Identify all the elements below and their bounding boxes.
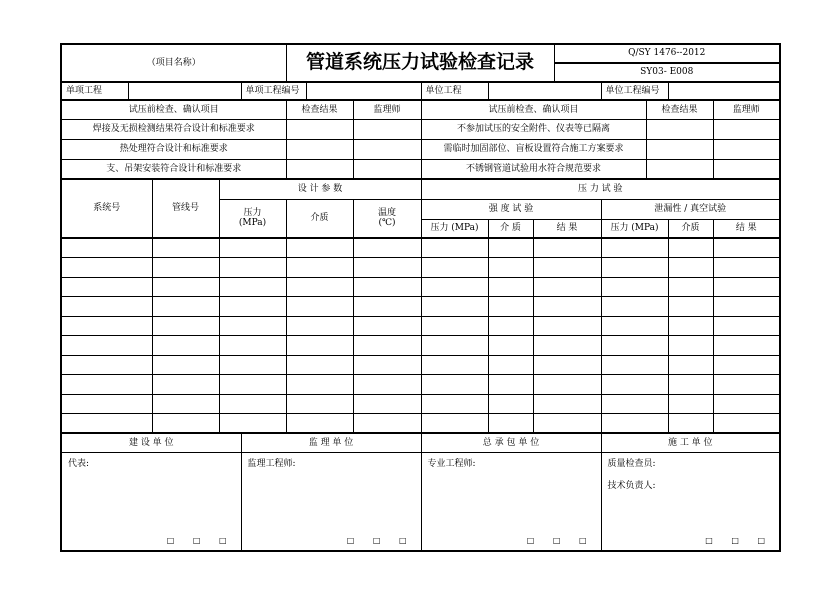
line-no-header: 管线号: [152, 179, 219, 238]
data-cell[interactable]: [713, 258, 780, 278]
data-cell[interactable]: [601, 297, 668, 317]
supervisor-cell[interactable]: [713, 119, 780, 139]
general-contractor-header: 总 承 包 单 位: [421, 433, 601, 452]
standard-code: Q/SY 1476--2012: [554, 44, 780, 63]
data-cell[interactable]: [713, 238, 780, 258]
data-cell[interactable]: [353, 394, 421, 414]
data-cell[interactable]: [61, 316, 152, 336]
unit-project-label: 单位工程: [421, 82, 488, 100]
supervisor-cell[interactable]: [713, 139, 780, 159]
table-row: [61, 394, 780, 414]
table-row: [61, 277, 780, 297]
data-cell[interactable]: [668, 297, 713, 317]
data-cell[interactable]: [219, 414, 286, 434]
data-cell[interactable]: [219, 316, 286, 336]
owner-unit-header: 建 设 单 位: [61, 433, 241, 452]
supervision-signature[interactable]: [241, 452, 421, 551]
data-cell[interactable]: [668, 238, 713, 258]
date-boxes: □ □ □: [166, 536, 235, 546]
supervisor-cell[interactable]: [353, 119, 421, 139]
check-result-cell[interactable]: [646, 119, 713, 139]
design-medium-header: 介质: [286, 199, 353, 238]
data-cell[interactable]: [668, 355, 713, 375]
data-cell[interactable]: [152, 336, 219, 356]
table-row: [61, 355, 780, 375]
data-cell[interactable]: [152, 375, 219, 395]
data-cell[interactable]: [601, 336, 668, 356]
check-item: 焊接及无损检测结果符合设计和标准要求: [61, 119, 286, 139]
data-cell[interactable]: [488, 375, 533, 395]
inspection-form: [60, 43, 781, 552]
data-cell[interactable]: [533, 238, 601, 258]
data-cell[interactable]: [61, 336, 152, 356]
construction-unit-header: 施 工 单 位: [601, 433, 780, 452]
form-title: 管道系统压力试验检查记录: [286, 44, 554, 82]
table-row: [61, 375, 780, 395]
rep-label: 代表:: [68, 458, 90, 469]
data-cell[interactable]: [713, 355, 780, 375]
data-cell[interactable]: [421, 238, 488, 258]
leak-test-header: 泄漏性 / 真空试验: [601, 199, 780, 219]
owner-signature[interactable]: [61, 452, 241, 551]
data-cell[interactable]: [601, 316, 668, 336]
data-cell[interactable]: [713, 336, 780, 356]
data-cell[interactable]: [533, 316, 601, 336]
data-cell[interactable]: [219, 238, 286, 258]
unit-project-field[interactable]: [488, 82, 601, 100]
data-cell[interactable]: [601, 414, 668, 434]
data-cell[interactable]: [713, 375, 780, 395]
check-result-cell[interactable]: [646, 139, 713, 159]
data-cell[interactable]: [668, 414, 713, 434]
data-cell[interactable]: [353, 375, 421, 395]
item-project-field[interactable]: [128, 82, 241, 100]
item-project-label: 单项工程: [61, 82, 128, 100]
design-temp-header: [353, 199, 421, 238]
data-cell[interactable]: [421, 355, 488, 375]
data-cell[interactable]: [286, 394, 353, 414]
data-cell[interactable]: [421, 375, 488, 395]
data-cell[interactable]: [353, 277, 421, 297]
data-cell[interactable]: [353, 336, 421, 356]
data-cell[interactable]: [713, 316, 780, 336]
data-cell[interactable]: [61, 355, 152, 375]
strength-result-header: 结 果: [533, 219, 601, 238]
data-cell[interactable]: [353, 297, 421, 317]
date-boxes: □ □ □: [346, 536, 415, 546]
sup-eng-label: 监理工程师:: [247, 458, 296, 469]
design-pressure-header: [219, 199, 286, 238]
data-cell[interactable]: [488, 414, 533, 434]
supervisor-header: 监理师: [713, 100, 780, 119]
data-cell[interactable]: [488, 297, 533, 317]
data-cell[interactable]: [488, 277, 533, 297]
data-cell[interactable]: [152, 297, 219, 317]
data-cell[interactable]: [668, 375, 713, 395]
data-cell[interactable]: [353, 258, 421, 278]
check-item-header: 试压前检查、确认项目: [61, 100, 286, 119]
data-cell[interactable]: [421, 394, 488, 414]
data-cell[interactable]: [286, 277, 353, 297]
item-project-no-label: 单项工程编号: [241, 82, 306, 100]
data-cell[interactable]: [286, 355, 353, 375]
data-cell[interactable]: [533, 277, 601, 297]
system-no-header: 系统号: [61, 179, 152, 238]
data-cell[interactable]: [713, 414, 780, 434]
data-cell[interactable]: [152, 394, 219, 414]
supervisor-cell[interactable]: [353, 159, 421, 179]
data-cell[interactable]: [421, 316, 488, 336]
supervisor-header: 监理师: [353, 100, 421, 119]
data-cell[interactable]: [668, 277, 713, 297]
data-cell[interactable]: [533, 375, 601, 395]
data-cell[interactable]: [61, 414, 152, 434]
check-item: 不锈钢管道试验用水符合规范要求: [421, 159, 646, 179]
leak-result-header: 结 果: [713, 219, 780, 238]
unit-project-no-field[interactable]: [668, 82, 780, 100]
supervision-unit-header: 监 理 单 位: [241, 433, 421, 452]
table-row: [61, 297, 780, 317]
tech-label: 技术负责人:: [607, 480, 656, 491]
data-cell[interactable]: [61, 238, 152, 258]
table-row: [61, 336, 780, 356]
pressure-label: 压力: [243, 207, 262, 218]
data-cell[interactable]: [601, 355, 668, 375]
data-cell[interactable]: [152, 258, 219, 278]
data-cell[interactable]: [286, 336, 353, 356]
data-cell[interactable]: [286, 297, 353, 317]
table-row: [61, 258, 780, 278]
data-cell[interactable]: [219, 297, 286, 317]
table-row: [61, 238, 780, 258]
data-cell[interactable]: [421, 277, 488, 297]
data-cell[interactable]: [219, 277, 286, 297]
data-cell[interactable]: [286, 414, 353, 434]
data-cell[interactable]: [353, 355, 421, 375]
check-item: 不参加试压的安全附件、仪表等已隔离: [421, 119, 646, 139]
check-result-cell[interactable]: [286, 159, 353, 179]
data-cell[interactable]: [488, 394, 533, 414]
data-cell[interactable]: [421, 297, 488, 317]
strength-test-header: 强 度 试 验: [421, 199, 601, 219]
data-cell[interactable]: [421, 414, 488, 434]
data-cell[interactable]: [713, 277, 780, 297]
check-item: 需临时加固部位、盲板设置符合施工方案要求: [421, 139, 646, 159]
data-cell[interactable]: [533, 355, 601, 375]
data-cell[interactable]: [601, 277, 668, 297]
table-row: [61, 316, 780, 336]
data-cell[interactable]: [353, 414, 421, 434]
data-cell[interactable]: [488, 238, 533, 258]
data-cell[interactable]: [668, 316, 713, 336]
check-item-header: 试压前检查、确认项目: [421, 100, 646, 119]
check-item: 支、吊架安装符合设计和标准要求: [61, 159, 286, 179]
check-result-cell[interactable]: [646, 159, 713, 179]
data-cell[interactable]: [219, 375, 286, 395]
data-cell[interactable]: [533, 394, 601, 414]
data-cell[interactable]: [286, 258, 353, 278]
data-cell[interactable]: [601, 394, 668, 414]
leak-pressure-header: 压力 (MPa): [601, 219, 668, 238]
data-cell[interactable]: [286, 238, 353, 258]
data-cell[interactable]: [713, 297, 780, 317]
pro-eng-label: 专业工程师:: [427, 458, 476, 469]
data-cell[interactable]: [421, 336, 488, 356]
data-cell[interactable]: [421, 258, 488, 278]
contractor-signature[interactable]: [421, 452, 601, 551]
unit-project-no-label: 单位工程编号: [601, 82, 668, 100]
data-cell[interactable]: [61, 394, 152, 414]
data-cell[interactable]: [533, 258, 601, 278]
data-cell[interactable]: [601, 258, 668, 278]
leak-medium-header: 介质: [668, 219, 713, 238]
data-cell[interactable]: [353, 238, 421, 258]
data-cell[interactable]: [713, 394, 780, 414]
data-cell[interactable]: [601, 238, 668, 258]
table-row: [61, 414, 780, 434]
temp-label: 温度: [377, 207, 396, 218]
check-result-header: 检查结果: [286, 100, 353, 119]
data-cell[interactable]: [488, 316, 533, 336]
data-cell[interactable]: [668, 336, 713, 356]
data-cell[interactable]: [533, 297, 601, 317]
qc-label: 质量检查员:: [607, 458, 656, 469]
pressure-test-header: 压 力 试 验: [421, 179, 780, 199]
data-cell[interactable]: [601, 375, 668, 395]
construction-signature[interactable]: [601, 452, 780, 551]
data-cell[interactable]: [61, 258, 152, 278]
data-cell[interactable]: [668, 394, 713, 414]
data-cell[interactable]: [488, 355, 533, 375]
data-cell[interactable]: [533, 336, 601, 356]
temp-unit: (℃): [378, 218, 396, 229]
strength-medium-header: 介 质: [488, 219, 533, 238]
data-cell[interactable]: [668, 258, 713, 278]
item-project-no-field[interactable]: [306, 82, 421, 100]
data-cell[interactable]: [286, 316, 353, 336]
data-cell[interactable]: [286, 375, 353, 395]
design-params-header: 设 计 参 数: [219, 179, 421, 199]
data-cell[interactable]: [61, 277, 152, 297]
check-item: 热处理符合设计和标准要求: [61, 139, 286, 159]
supervisor-cell[interactable]: [713, 159, 780, 179]
pressure-unit: (MPa): [238, 218, 267, 229]
data-cell[interactable]: [219, 355, 286, 375]
data-cell[interactable]: [488, 336, 533, 356]
data-cell[interactable]: [61, 297, 152, 317]
data-cell[interactable]: [152, 414, 219, 434]
data-cell[interactable]: [219, 394, 286, 414]
data-cell[interactable]: [61, 375, 152, 395]
date-boxes: □ □ □: [526, 536, 595, 546]
data-cell[interactable]: [152, 316, 219, 336]
strength-pressure-header: 压力 (MPa): [421, 219, 488, 238]
data-cell[interactable]: [219, 258, 286, 278]
data-cell[interactable]: [353, 316, 421, 336]
data-cell[interactable]: [488, 258, 533, 278]
data-cell[interactable]: [219, 336, 286, 356]
data-cell[interactable]: [152, 277, 219, 297]
form-code: SY03- E008: [554, 63, 780, 82]
check-result-cell[interactable]: [286, 139, 353, 159]
data-cell[interactable]: [152, 355, 219, 375]
data-cell[interactable]: [533, 414, 601, 434]
data-cell[interactable]: [152, 238, 219, 258]
check-result-cell[interactable]: [286, 119, 353, 139]
check-result-header: 检查结果: [646, 100, 713, 119]
date-boxes: □ □ □: [705, 536, 773, 546]
project-name: （项目名称）: [61, 44, 286, 82]
supervisor-cell[interactable]: [353, 139, 421, 159]
